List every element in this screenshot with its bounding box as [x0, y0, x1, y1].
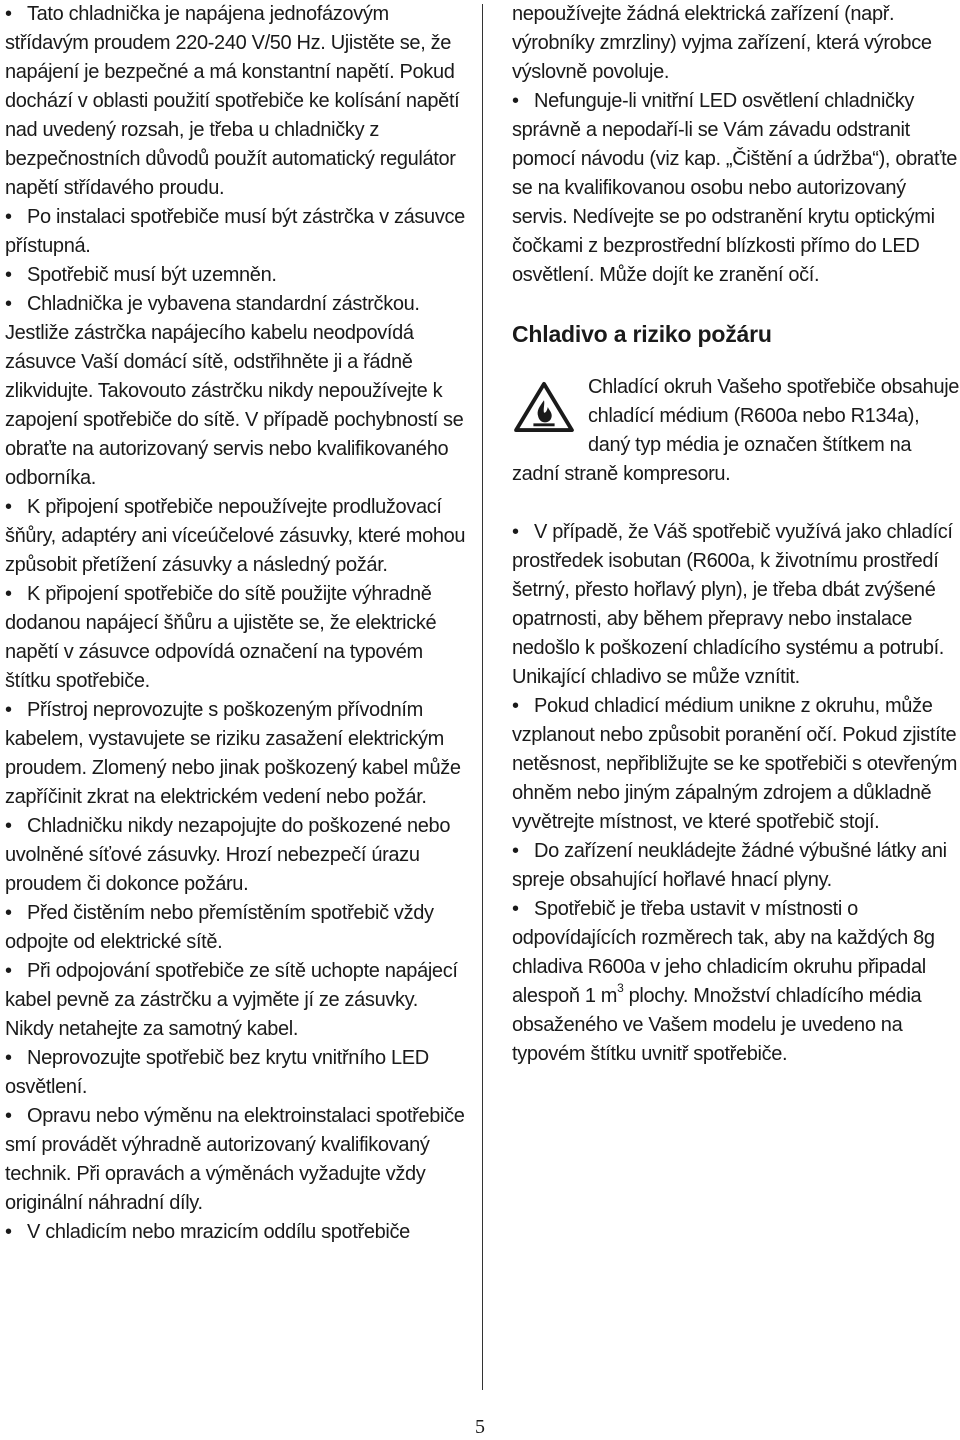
list-item: • Přístroj neprovozujte s poškozeným přívodním kabelem, vystavujete se riziku zasažení elektrickým proudem. Zlomený nebo jinak poškozený kabel může zapříčinit zkrat na elektrickém vedení nebo požár.: [5, 696, 467, 812]
right-column: [512, 0, 960, 1069]
bullet-icon: •: [5, 1221, 12, 1243]
page-number: 5: [475, 1416, 485, 1438]
list-item: • Pokud chladicí médium unikne z okruhu, může vzplanout nebo způsobit poranění očí. Pokud zjistíte netěsnost, nepřibližujte se ke spotřebiči s otevřeným ohněm nebo jiným zápalným zdrojem a důkladně vyvětrejte místnost, ve které spotřebič stojí.: [512, 692, 960, 837]
flammable-warning-icon: [512, 381, 576, 433]
bullet-icon: •: [5, 699, 12, 721]
spacer: [512, 489, 960, 518]
bullet-icon: •: [5, 583, 12, 605]
bullet-icon: •: [5, 1047, 12, 1069]
bullet-icon: •: [5, 815, 12, 837]
bullet-icon: •: [5, 496, 12, 518]
list-item: • K připojení spotřebiče do sítě použijte výhradně dodanou napájecí šňůru a ujistěte se, že elektrické napětí v zásuvce odpovídá označení na typovém štítku spotřebiče.: [5, 580, 467, 696]
superscript: 3: [617, 981, 624, 996]
list-item: • Neprovozujte spotřebič bez krytu vnitřního LED osvětlení.: [5, 1044, 467, 1102]
warning-text: Chladící okruh Vašeho spotřebiče obsahuje chladící médium (R600a nebo R134a), daný typ média je označen štítkem na zadní straně kompresoru.: [512, 376, 960, 485]
continuation-paragraph: nepoužívejte žádná elektrická zařízení (např. výrobníky zmrzliny) vyjma zařízení, která výrobce výslovně povoluje.: [512, 3, 932, 83]
column-divider: [482, 4, 483, 1390]
list-item: • V případě, že Váš spotřebič využívá jako chladící prostředek isobutan (R600a, k životnímu prostředí šetrný, přesto hořlavý plyn), je třeba dbát zvýšené opatrnosti, aby během přepravy nebo instalace nedošlo k poškození chladícího systému a potrubí. Unikající chladivo se může vznítit.: [512, 518, 960, 692]
bullet-icon: •: [512, 521, 519, 543]
list-item: • Spotřebič musí být uzemněn.: [5, 261, 467, 290]
bullet-icon: •: [5, 3, 12, 25]
bullet-icon: •: [512, 90, 519, 112]
list-item: • Chladničku nikdy nezapojujte do poškozené nebo uvolněné síťové zásuvky. Hrozí nebezpečí úrazu proudem či dokonce požáru.: [5, 812, 467, 899]
bullet-icon: •: [5, 206, 12, 228]
section-heading: Chladivo a riziko požáru: [512, 321, 772, 347]
list-item: • Spotřebič je třeba ustavit v místnosti o odpovídajících rozměrech tak, aby na každých 8g chladiva R600a v jeho chladicím okruhu připadal alespoň 1 $m^3$ plochy. Množství chladícího média obsaženého ve Vašem modelu je uvedeno na typovém štítku uvnitř spotřebiče.: [512, 895, 960, 1069]
list-item: • Před čistěním nebo přemístěním spotřebič vždy odpojte od elektrické sítě.: [5, 899, 467, 957]
list-item: • Chladnička je vybavena standardní zástrčkou. Jestliže zástrčka napájecího kabelu neodpovídá zásuvce Vaší domácí sítě, odstřihněte ji a řádně zlikvidujte. Takovouto zástrčku nikdy nepoužívejte k zapojení spotřebiče do sítě. V případě pochybností se obraťte na autorizovaný servis nebo kvalifikovaného odborníka.: [5, 290, 467, 493]
bullet-icon: •: [5, 1105, 12, 1127]
left-column: [5, 0, 467, 1247]
bullet-icon: •: [5, 293, 12, 315]
list-item: • K připojení spotřebiče nepoužívejte prodlužovací šňůry, adaptéry ani víceúčelové zásuvky, které mohou způsobit přetížení zásuvky a následný požár.: [5, 493, 467, 580]
bullet-icon: •: [5, 902, 12, 924]
warning-block: [512, 373, 960, 489]
list-item: • Do zařízení neukládejte žádné výbušné látky ani spreje obsahující hořlavé hnací plyny.: [512, 837, 960, 895]
bullet-icon: •: [5, 960, 12, 982]
bullet-icon: •: [512, 840, 519, 862]
list-item: • Opravu nebo výměnu na elektroinstalaci spotřebiče smí provádět výhradně autorizovaný kvalifikovaný technik. Při opravách a výměnách vyžadujte vždy originální náhradní díly.: [5, 1102, 467, 1218]
list-item: • Po instalaci spotřebiče musí být zástrčka v zásuvce přístupná.: [5, 203, 467, 261]
bullet-icon: •: [512, 898, 519, 920]
bullet-icon: •: [5, 264, 12, 286]
list-item: • V chladicím nebo mrazicím oddílu spotřebiče: [5, 1218, 467, 1247]
bullet-icon: •: [512, 695, 519, 717]
list-item: • Při odpojování spotřebiče ze sítě uchopte napájecí kabel pevně za zástrčku a vyjměte jí ze zásuvky. Nikdy netahejte za samotný kabel.: [5, 957, 467, 1044]
list-item: • Tato chladnička je napájena jednofázovým střídavým proudem 220-240 V/50 Hz. Ujistěte se, že napájení je bezpečné a má konstantní napětí. Pokud dochází v oblasti použití spotřebiče ke kolísání napětí nad uvedený rozsah, je třeba u chladničky z bezpečnostních důvodů použít automatický regulátor napětí střídavého proudu.: [5, 0, 467, 203]
list-item: • Nefunguje-li vnitřní LED osvětlení chladničky správně a nepodaří-li se Vám závadu odstranit pomocí návodu (viz kap. „Čištění a údržba“), obraťte se na kvalifikovanou osobu nebo autorizovaný servis. Nedívejte se po odstranění krytu optickými čočkami z bezprostřední blízkosti přímo do LED osvětlení. Může dojít ke zranění očí.: [512, 87, 960, 290]
